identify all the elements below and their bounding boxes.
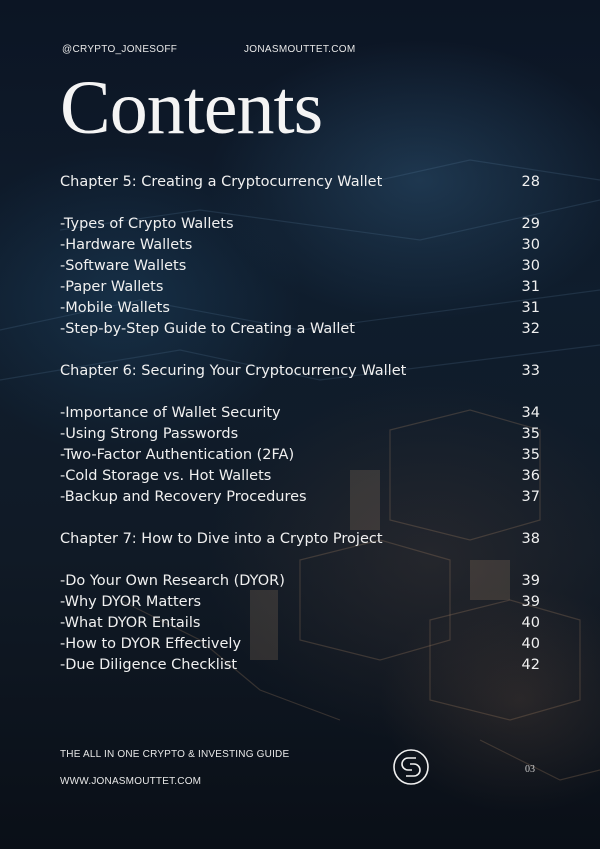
toc-entry-page: 37 — [521, 489, 540, 505]
toc-entry-page: 31 — [521, 300, 540, 316]
toc-chapter-6[interactable] — [60, 361, 540, 382]
toc-entry-label: -Why DYOR Matters — [60, 594, 202, 610]
toc-entry[interactable] — [60, 571, 540, 592]
toc-entry-label: Chapter 5: Creating a Cryptocurrency Wallet — [60, 174, 383, 190]
toc-entry-page: 30 — [521, 237, 540, 253]
toc-entry-label: -What DYOR Entails — [60, 615, 201, 631]
toc-entry-label: -Hardware Wallets — [60, 237, 193, 253]
toc-chapter-7[interactable] — [60, 529, 540, 550]
toc-entry-label: -Mobile Wallets — [60, 300, 170, 316]
footer-website[interactable]: WWW.JONASMOUTTET.COM — [60, 776, 202, 787]
toc-entry-page: 38 — [521, 531, 540, 547]
toc-entry-label: -Cold Storage vs. Hot Wallets — [60, 468, 272, 484]
toc-entry[interactable] — [60, 445, 540, 466]
toc-entry[interactable] — [60, 634, 540, 655]
social-handle: @CRYPTO_JONESOFF — [62, 44, 178, 55]
header-website: JONASMOUTTET.COM — [244, 44, 356, 55]
toc-entry-page: 40 — [521, 615, 540, 631]
toc-entry-label: -Backup and Recovery Procedures — [60, 489, 307, 505]
toc-entry-page: 28 — [521, 174, 540, 190]
toc-entry-label: -Using Strong Passwords — [60, 426, 239, 442]
toc-entry[interactable] — [60, 277, 540, 298]
toc-entry[interactable] — [60, 214, 540, 235]
toc-entry[interactable] — [60, 487, 540, 508]
toc-entry-label: -Do Your Own Research (DYOR) — [60, 573, 285, 589]
toc-entry-page: 33 — [521, 363, 540, 379]
toc-entry-page: 42 — [521, 657, 540, 673]
toc-entry-label: Chapter 6: Securing Your Cryptocurrency Wallet — [60, 363, 407, 379]
toc-entry-page: 35 — [521, 426, 540, 442]
toc-entry[interactable] — [60, 256, 540, 277]
toc-entry[interactable] — [60, 319, 540, 340]
toc-entry-label: -Types of Crypto Wallets — [60, 216, 234, 232]
toc-entry[interactable] — [60, 424, 540, 445]
toc-entry-page: 35 — [521, 447, 540, 463]
toc-entry-page: 36 — [521, 468, 540, 484]
toc-chapter-5[interactable] — [60, 172, 540, 193]
toc-entry[interactable] — [60, 613, 540, 634]
toc-entry-label: Chapter 7: How to Dive into a Crypto Project — [60, 531, 383, 547]
page-number: 03 — [525, 764, 535, 775]
toc-entry-page: 39 — [521, 573, 540, 589]
page-title: Contents — [60, 66, 323, 150]
toc-entry[interactable] — [60, 655, 540, 676]
toc-entry-label: -Software Wallets — [60, 258, 187, 274]
toc-entry-label: -Paper Wallets — [60, 279, 164, 295]
toc-entry[interactable] — [60, 235, 540, 256]
toc-entry-label: -Two-Factor Authentication (2FA) — [60, 447, 295, 463]
toc-entry-label: -Step-by-Step Guide to Creating a Wallet — [60, 321, 355, 337]
circle-j-logo-icon — [392, 748, 430, 786]
toc-entry-page: 29 — [521, 216, 540, 232]
toc-entry[interactable] — [60, 298, 540, 319]
toc-entry-page: 32 — [521, 321, 540, 337]
toc-entry[interactable] — [60, 403, 540, 424]
toc-entry-label: -Importance of Wallet Security — [60, 405, 281, 421]
table-of-contents — [60, 172, 540, 676]
toc-entry[interactable] — [60, 466, 540, 487]
toc-entry-page: 30 — [521, 258, 540, 274]
footer-guide-title: THE ALL IN ONE CRYPTO & INVESTING GUIDE — [60, 749, 290, 760]
toc-entry-page: 40 — [521, 636, 540, 652]
toc-entry[interactable] — [60, 592, 540, 613]
toc-entry-page: 31 — [521, 279, 540, 295]
toc-entry-label: -How to DYOR Effectively — [60, 636, 242, 652]
toc-entry-page: 34 — [521, 405, 540, 421]
toc-entry-page: 39 — [521, 594, 540, 610]
toc-entry-label: -Due Diligence Checklist — [60, 657, 238, 673]
